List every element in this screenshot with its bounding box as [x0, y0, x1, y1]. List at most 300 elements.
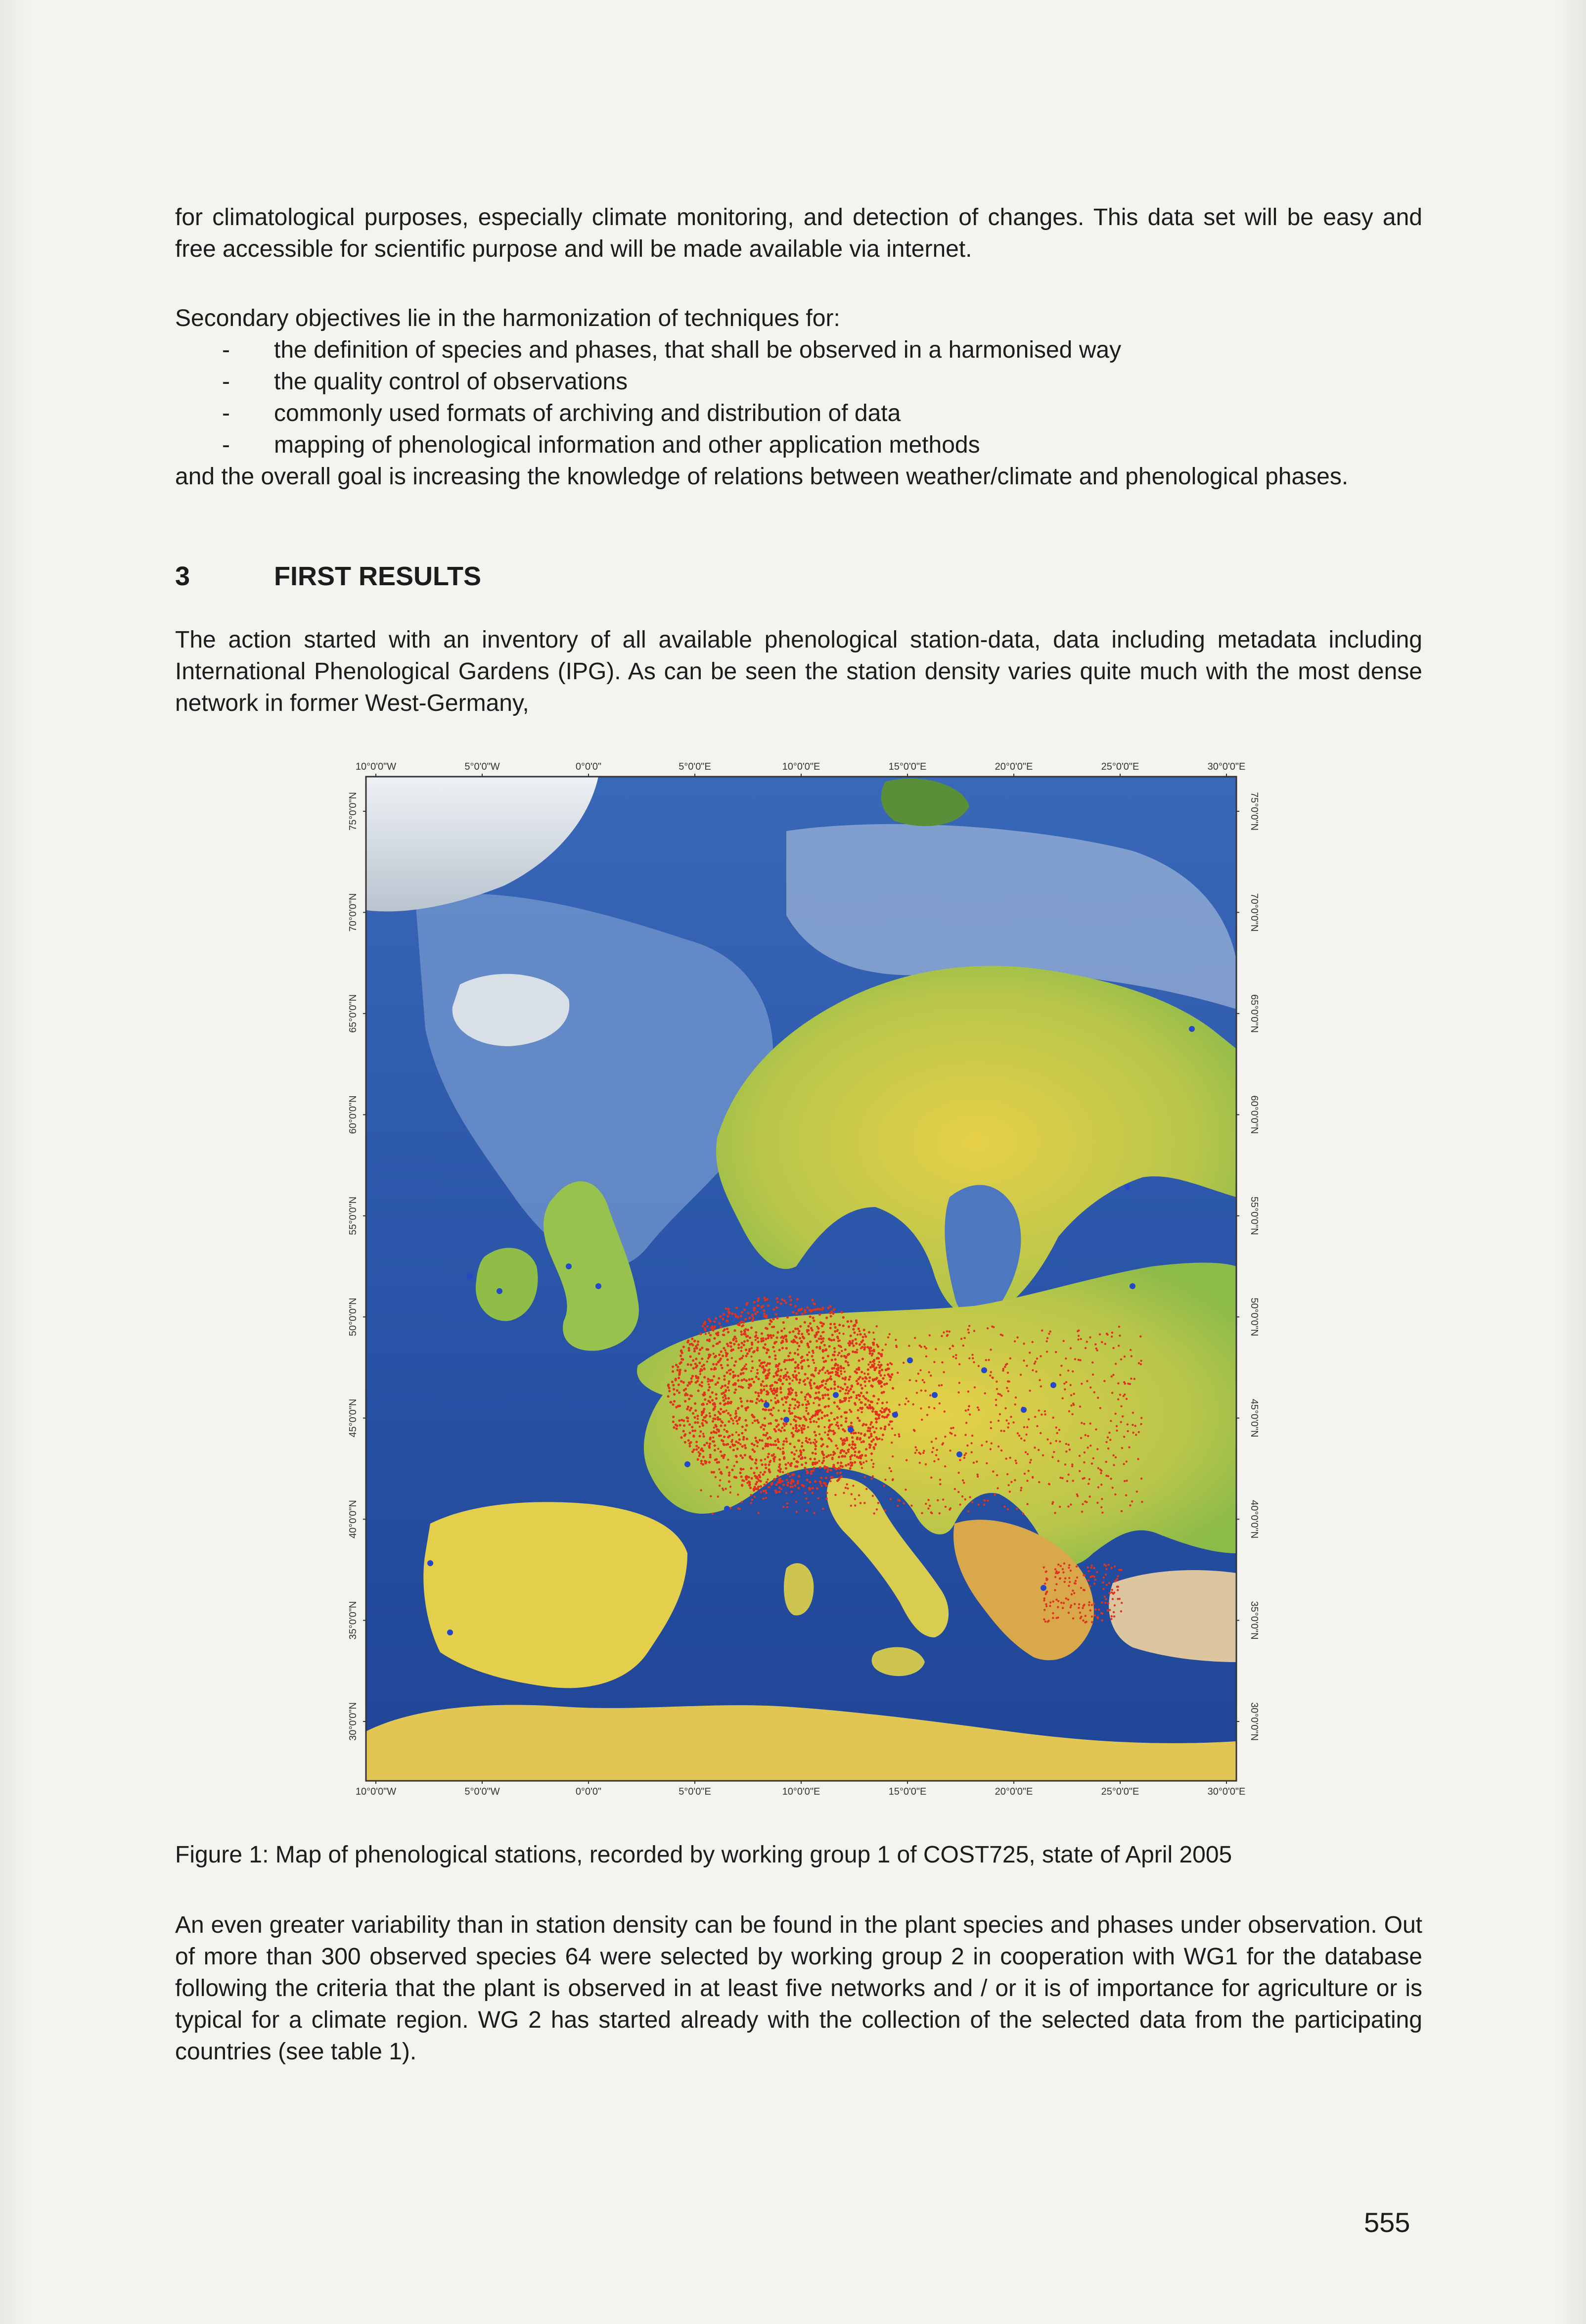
station-marker — [944, 1465, 946, 1467]
station-marker — [1091, 1621, 1093, 1623]
station-marker — [709, 1354, 711, 1356]
longitude-label: 25°0'0"E — [1101, 761, 1139, 772]
station-marker — [864, 1476, 866, 1478]
station-marker — [761, 1361, 764, 1364]
station-marker — [684, 1400, 686, 1402]
station-marker — [770, 1484, 772, 1486]
station-marker — [949, 1449, 951, 1451]
station-marker — [732, 1371, 734, 1373]
station-marker — [868, 1446, 871, 1449]
station-marker — [852, 1441, 854, 1443]
station-marker — [903, 1362, 905, 1364]
station-marker — [1077, 1339, 1079, 1341]
station-marker — [804, 1396, 807, 1398]
station-marker — [694, 1402, 696, 1405]
station-marker — [803, 1416, 805, 1418]
station-marker — [1132, 1432, 1134, 1434]
station-marker — [1114, 1493, 1116, 1495]
station-marker — [861, 1377, 864, 1380]
station-marker — [708, 1332, 710, 1334]
station-marker — [1078, 1603, 1080, 1605]
station-marker — [874, 1411, 877, 1413]
station-marker — [797, 1328, 799, 1330]
station-marker — [849, 1376, 851, 1378]
station-marker — [929, 1334, 931, 1336]
ipg-station-marker — [1189, 1026, 1195, 1032]
station-marker — [1094, 1579, 1096, 1580]
station-marker — [761, 1332, 763, 1335]
station-marker — [1091, 1616, 1093, 1618]
station-marker — [884, 1428, 886, 1430]
station-marker — [1026, 1365, 1028, 1367]
station-marker — [778, 1487, 780, 1489]
station-marker — [753, 1444, 756, 1446]
station-marker — [814, 1458, 816, 1460]
station-marker — [823, 1426, 825, 1428]
ipg-station-marker — [833, 1392, 839, 1398]
station-marker — [775, 1382, 778, 1384]
station-marker — [727, 1331, 729, 1333]
station-marker — [720, 1387, 722, 1389]
station-marker — [740, 1350, 742, 1352]
station-marker — [751, 1499, 753, 1501]
station-marker — [1107, 1447, 1109, 1449]
station-marker — [724, 1429, 725, 1431]
station-marker — [757, 1512, 759, 1514]
latitude-label: 35°0'0"N — [348, 1601, 359, 1640]
station-marker — [802, 1485, 804, 1487]
station-marker — [921, 1512, 923, 1514]
station-marker — [1045, 1571, 1047, 1573]
station-marker — [792, 1486, 794, 1487]
station-marker — [719, 1479, 721, 1481]
station-marker — [1087, 1435, 1089, 1437]
station-marker — [1020, 1489, 1022, 1491]
station-marker — [757, 1297, 760, 1300]
station-marker — [973, 1462, 975, 1464]
station-marker — [967, 1329, 969, 1331]
station-marker — [804, 1456, 806, 1459]
station-marker — [693, 1416, 696, 1419]
station-marker — [822, 1356, 824, 1359]
station-marker — [1114, 1604, 1116, 1606]
station-marker — [706, 1325, 708, 1327]
station-marker — [763, 1385, 765, 1387]
station-marker — [679, 1424, 681, 1427]
station-marker — [1041, 1413, 1042, 1415]
station-marker — [834, 1494, 836, 1496]
station-marker — [723, 1378, 725, 1381]
station-marker — [847, 1361, 849, 1363]
ipg-station-marker — [1021, 1407, 1027, 1413]
station-marker — [830, 1412, 832, 1414]
longitude-label: 30°0'0"E — [1207, 761, 1246, 772]
station-marker — [1112, 1454, 1114, 1456]
station-marker — [1043, 1609, 1045, 1611]
station-marker — [896, 1346, 898, 1348]
station-marker — [791, 1398, 794, 1400]
station-marker — [884, 1374, 886, 1376]
station-marker — [865, 1448, 867, 1450]
station-marker — [881, 1407, 883, 1409]
station-marker — [818, 1347, 821, 1349]
station-marker — [753, 1381, 755, 1383]
station-marker — [715, 1363, 718, 1365]
station-marker — [906, 1459, 907, 1461]
station-marker — [1059, 1578, 1061, 1580]
station-marker — [1114, 1565, 1116, 1567]
station-marker — [753, 1309, 756, 1311]
station-marker — [779, 1478, 781, 1480]
station-marker — [1111, 1375, 1113, 1377]
station-marker — [710, 1368, 713, 1370]
station-marker — [775, 1374, 777, 1376]
station-marker — [922, 1452, 924, 1454]
station-marker — [1034, 1362, 1036, 1364]
station-marker — [913, 1429, 915, 1431]
station-marker — [872, 1466, 874, 1468]
station-marker — [782, 1452, 784, 1455]
station-marker — [827, 1372, 830, 1375]
station-marker — [880, 1385, 883, 1388]
station-marker — [1070, 1404, 1072, 1406]
station-marker — [1071, 1413, 1073, 1415]
station-marker — [777, 1447, 779, 1449]
ipg-station-marker — [724, 1506, 730, 1512]
station-marker — [804, 1467, 806, 1469]
station-marker — [711, 1379, 713, 1381]
station-marker — [831, 1423, 833, 1425]
station-marker — [744, 1331, 746, 1333]
station-marker — [1048, 1333, 1050, 1335]
station-marker — [867, 1373, 869, 1375]
station-marker — [764, 1425, 766, 1427]
station-marker — [1123, 1395, 1125, 1397]
station-marker — [828, 1419, 830, 1422]
station-marker — [968, 1405, 970, 1407]
station-marker — [726, 1402, 729, 1405]
station-marker — [744, 1365, 746, 1367]
station-marker — [806, 1472, 808, 1474]
station-marker — [814, 1431, 816, 1433]
station-marker — [933, 1407, 935, 1409]
station-marker — [1115, 1456, 1117, 1458]
station-marker — [807, 1426, 809, 1428]
ipg-station-marker — [447, 1629, 453, 1635]
station-marker — [735, 1420, 738, 1422]
station-marker — [950, 1427, 952, 1429]
station-marker — [1034, 1416, 1036, 1418]
station-marker — [1103, 1564, 1105, 1566]
station-marker — [838, 1351, 840, 1354]
station-marker — [675, 1364, 678, 1366]
station-marker — [1045, 1605, 1047, 1607]
station-marker — [1112, 1487, 1114, 1488]
station-marker — [1111, 1589, 1113, 1591]
station-marker — [707, 1400, 710, 1402]
station-marker — [741, 1445, 744, 1447]
ipg-station-marker — [907, 1357, 913, 1363]
station-marker — [768, 1423, 770, 1425]
station-marker — [682, 1381, 685, 1384]
station-marker — [879, 1364, 882, 1367]
station-marker — [719, 1418, 721, 1421]
station-marker — [804, 1310, 806, 1313]
station-marker — [830, 1388, 832, 1390]
station-marker — [852, 1345, 855, 1347]
station-marker — [791, 1392, 793, 1394]
station-marker — [706, 1442, 708, 1444]
station-marker — [807, 1400, 809, 1403]
station-marker — [814, 1480, 816, 1483]
station-marker — [937, 1458, 939, 1460]
station-marker — [1057, 1600, 1059, 1602]
station-marker — [804, 1425, 806, 1427]
station-marker — [709, 1438, 711, 1441]
station-marker — [817, 1418, 820, 1420]
station-marker — [876, 1438, 879, 1441]
station-marker — [770, 1334, 772, 1337]
station-marker — [816, 1396, 818, 1399]
station-marker — [1110, 1420, 1112, 1422]
station-marker — [1070, 1384, 1072, 1386]
station-marker — [679, 1362, 681, 1365]
station-marker — [1014, 1479, 1016, 1481]
station-marker — [750, 1467, 752, 1470]
station-marker — [819, 1335, 822, 1338]
station-marker — [1101, 1601, 1103, 1603]
list-item: - the definition of species and phases, that shall be observed in a harmonised way — [175, 334, 1422, 366]
station-marker — [935, 1438, 937, 1440]
station-marker — [825, 1455, 828, 1458]
station-marker — [765, 1316, 768, 1319]
station-marker — [858, 1419, 861, 1422]
station-marker — [795, 1378, 798, 1381]
station-marker — [765, 1385, 768, 1387]
station-marker — [721, 1367, 724, 1369]
station-marker — [772, 1407, 774, 1409]
station-marker — [715, 1476, 717, 1478]
station-marker — [990, 1448, 992, 1450]
station-marker — [968, 1325, 970, 1327]
station-marker — [806, 1306, 809, 1309]
station-marker — [1127, 1430, 1129, 1432]
station-marker — [821, 1417, 823, 1419]
station-marker — [740, 1333, 743, 1336]
station-marker — [1015, 1396, 1017, 1398]
station-marker — [724, 1394, 726, 1396]
station-marker — [1034, 1446, 1036, 1448]
station-marker — [767, 1362, 769, 1365]
station-marker — [751, 1400, 753, 1403]
station-marker — [838, 1427, 840, 1429]
station-marker — [812, 1359, 815, 1361]
station-marker — [745, 1368, 747, 1370]
station-marker — [793, 1446, 796, 1448]
station-marker — [843, 1450, 845, 1452]
station-marker — [796, 1460, 798, 1462]
station-marker — [739, 1321, 741, 1324]
station-marker — [1140, 1417, 1142, 1419]
station-marker — [732, 1338, 735, 1340]
station-marker — [840, 1346, 842, 1348]
results-text: The action started with an inventory of all available phenological station-data, data including metadata including International Phenological Gardens (IPG). As can be seen the station density varies quite much with the most dense network in former West-Germany, — [175, 627, 1422, 716]
station-marker — [1062, 1568, 1064, 1570]
station-marker — [826, 1414, 828, 1417]
station-marker — [714, 1356, 716, 1358]
list-item: - commonly used formats of archiving and distribution of data — [175, 398, 1422, 429]
station-marker — [702, 1450, 704, 1452]
station-marker — [941, 1335, 943, 1337]
station-marker — [725, 1397, 727, 1399]
station-marker — [856, 1438, 859, 1440]
station-marker — [748, 1387, 750, 1389]
station-marker — [883, 1383, 886, 1386]
station-marker — [1083, 1574, 1085, 1576]
station-marker — [743, 1480, 745, 1482]
station-marker — [1105, 1568, 1107, 1570]
station-marker — [700, 1462, 702, 1464]
station-marker — [867, 1399, 869, 1402]
station-marker — [782, 1506, 784, 1508]
station-marker — [1057, 1606, 1059, 1608]
station-marker — [992, 1471, 994, 1473]
station-marker — [898, 1433, 900, 1435]
station-marker — [829, 1323, 832, 1325]
station-marker — [1069, 1606, 1071, 1608]
station-marker — [737, 1375, 739, 1377]
station-marker — [781, 1347, 784, 1349]
station-marker — [1014, 1403, 1016, 1405]
station-marker — [727, 1412, 729, 1414]
station-marker — [779, 1480, 781, 1482]
station-marker — [850, 1335, 852, 1337]
station-marker — [746, 1438, 748, 1440]
station-marker — [1055, 1440, 1057, 1442]
station-marker — [1080, 1437, 1082, 1439]
station-marker — [745, 1335, 748, 1338]
station-marker — [809, 1488, 811, 1490]
station-marker — [854, 1498, 856, 1500]
station-marker — [851, 1385, 853, 1387]
station-marker — [697, 1421, 699, 1424]
station-marker — [957, 1392, 959, 1394]
station-marker — [1100, 1484, 1102, 1486]
station-marker — [707, 1378, 710, 1380]
station-marker — [932, 1447, 934, 1449]
station-marker — [781, 1298, 783, 1301]
station-marker — [833, 1383, 836, 1386]
station-marker — [1068, 1474, 1070, 1476]
station-marker — [712, 1441, 714, 1442]
station-marker — [1052, 1600, 1054, 1602]
station-marker — [752, 1448, 754, 1451]
station-marker — [865, 1460, 867, 1462]
station-marker — [767, 1437, 769, 1440]
station-marker — [808, 1333, 810, 1335]
station-marker — [1110, 1567, 1112, 1569]
station-marker — [1091, 1361, 1093, 1363]
station-marker — [809, 1315, 812, 1318]
station-marker — [1094, 1614, 1096, 1616]
station-marker — [801, 1445, 803, 1447]
station-marker — [765, 1467, 767, 1469]
station-marker — [757, 1304, 759, 1306]
station-marker — [810, 1421, 812, 1423]
station-marker — [1097, 1397, 1099, 1399]
station-marker — [821, 1384, 823, 1386]
station-marker — [1113, 1591, 1115, 1593]
station-marker — [1062, 1397, 1064, 1399]
station-marker — [1106, 1584, 1108, 1586]
station-marker — [798, 1382, 801, 1384]
station-marker — [757, 1392, 760, 1394]
station-marker — [782, 1447, 784, 1449]
station-marker — [713, 1431, 716, 1434]
station-marker — [889, 1333, 891, 1335]
list-item: - the quality control of observations — [175, 366, 1422, 398]
station-marker — [870, 1452, 873, 1455]
station-marker — [889, 1467, 891, 1469]
station-marker — [1025, 1451, 1027, 1453]
station-marker — [873, 1431, 876, 1434]
station-marker — [714, 1418, 717, 1420]
station-marker — [785, 1340, 788, 1343]
station-marker — [908, 1345, 910, 1347]
station-marker — [878, 1382, 880, 1385]
station-marker — [840, 1387, 842, 1389]
station-marker — [868, 1376, 871, 1379]
station-marker — [987, 1500, 989, 1502]
station-marker — [773, 1478, 775, 1480]
station-marker — [1086, 1341, 1088, 1343]
station-marker — [708, 1386, 711, 1389]
station-marker — [966, 1444, 968, 1446]
station-marker — [810, 1310, 812, 1312]
station-marker — [1107, 1602, 1109, 1604]
species-text: An even greater variability than in station density can be found in the plant species and phases under observation. Out of more than 300 observed species 64 were selected by working group 2 in cooperation with WG1 for the database following the criteria that the plant is observed in at least five networks and / or it is of importance for agriculture or is typical for a climate region. WG 2 has started already with the collection of the selected data from the participating countries (see table 1). — [175, 1912, 1422, 2065]
station-marker — [959, 1459, 961, 1461]
station-marker — [775, 1313, 777, 1315]
station-marker — [773, 1350, 775, 1352]
station-marker — [795, 1317, 798, 1320]
station-marker — [863, 1434, 866, 1437]
station-marker — [873, 1363, 875, 1365]
station-marker — [709, 1395, 712, 1398]
station-marker — [820, 1483, 822, 1485]
station-marker — [786, 1359, 788, 1361]
station-marker — [1080, 1616, 1082, 1618]
station-marker — [1120, 1405, 1122, 1407]
station-marker — [782, 1443, 784, 1445]
station-marker — [1044, 1582, 1046, 1584]
station-marker — [741, 1501, 743, 1503]
station-marker — [695, 1445, 698, 1447]
station-marker — [1052, 1617, 1054, 1619]
station-marker — [676, 1428, 678, 1430]
station-marker — [824, 1394, 826, 1396]
station-marker — [814, 1335, 816, 1337]
station-marker — [740, 1468, 742, 1471]
station-marker — [813, 1512, 815, 1514]
station-marker — [732, 1419, 734, 1421]
station-marker — [1138, 1431, 1140, 1433]
station-marker — [680, 1354, 682, 1357]
station-marker — [1110, 1478, 1112, 1480]
station-marker — [735, 1340, 737, 1343]
station-marker — [723, 1443, 725, 1446]
station-marker — [760, 1472, 762, 1474]
